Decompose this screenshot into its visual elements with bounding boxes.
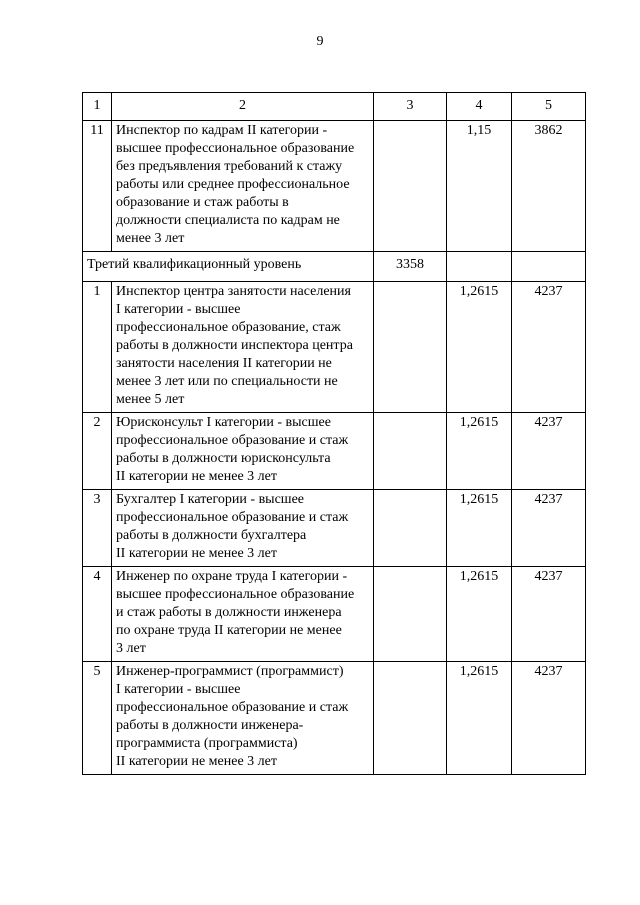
section-empty-cell (447, 252, 512, 282)
row-number: 2 (83, 413, 112, 490)
col3-value (374, 282, 447, 413)
description-line: занятости населения II категории не (116, 356, 332, 371)
table-row (83, 413, 586, 490)
description-line: Инженер-программист (программист) (116, 664, 344, 679)
salary-value: 4237 (512, 490, 586, 567)
coefficient-value: 1,2615 (447, 567, 512, 662)
table-row (83, 121, 586, 252)
section-title: Третий квалификационный уровень (83, 252, 374, 282)
position-description (112, 121, 374, 252)
position-description (112, 567, 374, 662)
col3-value (374, 490, 447, 567)
description-line: по охране труда II категории не менее (116, 623, 342, 638)
position-description (112, 282, 374, 413)
salary-value: 4237 (512, 282, 586, 413)
description-line: менее 3 лет или по специальности не (116, 374, 338, 389)
coefficient-value: 1,15 (447, 121, 512, 252)
row-number: 11 (83, 121, 112, 252)
description-line: профессиональное образование и стаж (116, 510, 349, 525)
salary-value: 4237 (512, 662, 586, 775)
description-line: Инспектор по кадрам II категории - (116, 123, 328, 138)
header-cell-3: 3 (374, 93, 447, 121)
description-line: работы в должности юрисконсульта (116, 451, 331, 466)
description-line: профессиональное образование и стаж (116, 433, 349, 448)
row-number: 4 (83, 567, 112, 662)
position-description (112, 413, 374, 490)
description-line: работы в должности бухгалтера (116, 528, 307, 543)
qualification-table (82, 92, 586, 775)
row-number: 5 (83, 662, 112, 775)
description-line: 3 лет (116, 641, 146, 656)
table-row (83, 567, 586, 662)
page-number: 9 (316, 34, 324, 49)
description-line: высшее профессиональное образование (116, 587, 355, 602)
header-cell-4: 4 (447, 93, 512, 121)
section-empty-cell (512, 252, 586, 282)
col3-value (374, 662, 447, 775)
section-base-salary: 3358 (374, 252, 447, 282)
description-line: профессиональное образование и стаж (116, 700, 349, 715)
description-line: программиста (программиста) (116, 736, 298, 751)
coefficient-value: 1,2615 (447, 282, 512, 413)
description-line: Бухгалтер I категории - высшее (116, 492, 305, 507)
table-header-row (83, 93, 586, 121)
position-description (112, 662, 374, 775)
col3-value (374, 121, 447, 252)
header-cell-1: 1 (83, 93, 112, 121)
description-line: должности специалиста по кадрам не (116, 213, 340, 228)
description-line: менее 5 лет (116, 392, 185, 407)
row-number: 1 (83, 282, 112, 413)
coefficient-value: 1,2615 (447, 662, 512, 775)
salary-value: 3862 (512, 121, 586, 252)
description-line: II категории не менее 3 лет (116, 546, 277, 561)
description-line: профессиональное образование, стаж (116, 320, 341, 335)
description-line: Инспектор центра занятости населения (116, 284, 351, 299)
salary-value: 4237 (512, 413, 586, 490)
salary-value: 4237 (512, 567, 586, 662)
description-line: работы в должности инспектора центра (116, 338, 353, 353)
description-line: менее 3 лет (116, 231, 185, 246)
col3-value (374, 567, 447, 662)
col3-value (374, 413, 447, 490)
table-row (83, 490, 586, 567)
position-description (112, 490, 374, 567)
header-cell-5: 5 (512, 93, 586, 121)
description-line: работы в должности инженера- (116, 718, 304, 733)
table-row (83, 662, 586, 775)
description-line: I категории - высшее (116, 682, 241, 697)
description-line: и стаж работы в должности инженера (116, 605, 342, 620)
description-line: высшее профессиональное образование (116, 141, 355, 156)
coefficient-value: 1,2615 (447, 490, 512, 567)
description-line: II категории не менее 3 лет (116, 469, 277, 484)
header-cell-2: 2 (112, 93, 374, 121)
coefficient-value: 1,2615 (447, 413, 512, 490)
table-row (83, 282, 586, 413)
section-header-row (83, 252, 586, 282)
row-number: 3 (83, 490, 112, 567)
description-line: без предъявления требований к стажу (116, 159, 343, 174)
description-line: работы или среднее профессиональное (116, 177, 350, 192)
description-line: образование и стаж работы в (116, 195, 289, 210)
description-line: Инженер по охране труда I категории - (116, 569, 348, 584)
description-line: I категории - высшее (116, 302, 241, 317)
description-line: II категории не менее 3 лет (116, 754, 277, 769)
description-line: Юрисконсульт I категории - высшее (116, 415, 331, 430)
